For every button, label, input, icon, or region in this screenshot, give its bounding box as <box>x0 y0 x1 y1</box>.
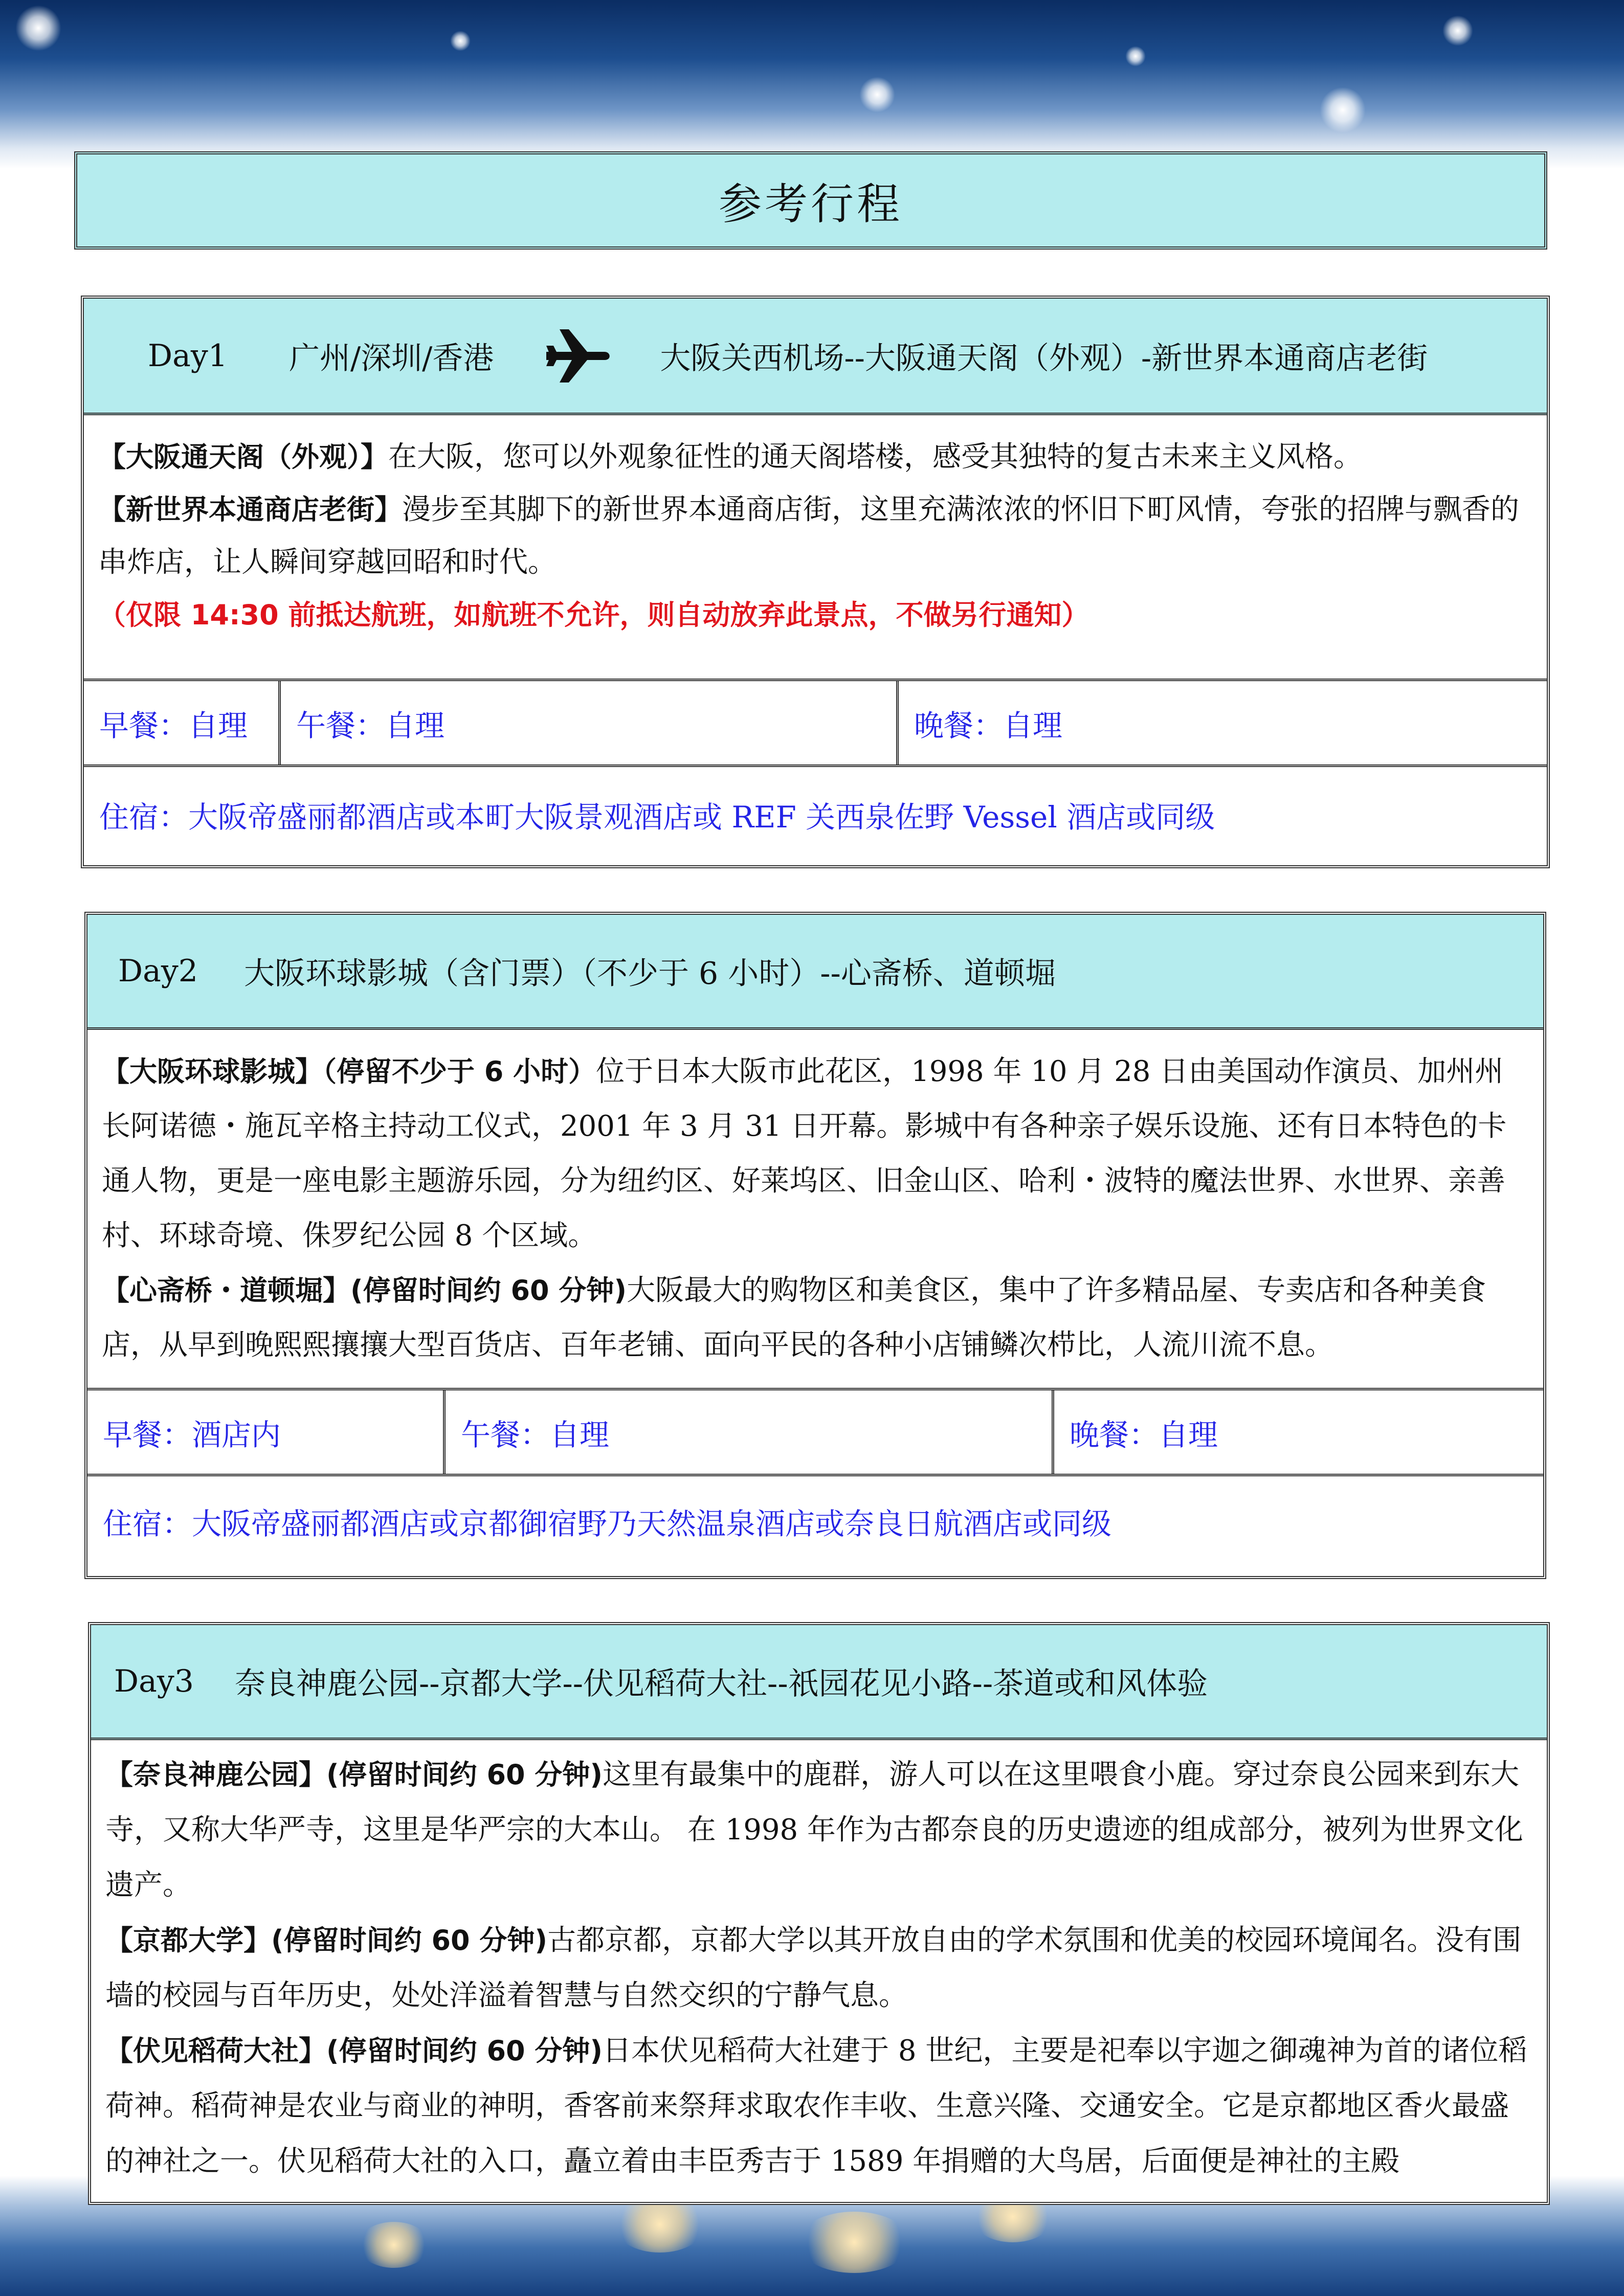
airplane-icon <box>542 325 614 387</box>
day-route: 奈良神鹿公园--京都大学--伏见稻荷大社--祇园花见小路--茶道或和风体验 <box>234 1666 1208 1702</box>
attraction-text: 漫步至其脚下的新世界本通商店街，这里充满浓浓的怀旧下町风情，夸张的招牌与飘香的串炸店，让人瞬间穿越回昭和时代。 <box>98 493 1519 579</box>
day-route: 大阪环球影城（含门票）（不少于 6 小时）--心斋桥、道顿堀 <box>243 956 1056 992</box>
day-1-description <box>84 415 1547 681</box>
attraction-paragraph <box>102 1044 1529 1263</box>
day-1-block <box>81 296 1550 868</box>
star-glow <box>15 5 61 51</box>
origin-cities: 广州/深圳/香港 <box>288 340 494 376</box>
star-glow <box>859 77 895 112</box>
attraction-paragraph <box>102 1263 1529 1372</box>
attraction-text: 古都京都，京都大学以其开放自由的学术氛围和优美的校园环境闻名。没有围墙的校园与百年历史，处处洋溢着智慧与自然交织的宁静气息。 <box>105 1924 1522 2012</box>
attraction-name: 【京都大学】(停留时间约 60 分钟) <box>105 1924 548 1956</box>
day-3-header <box>91 1625 1547 1740</box>
page-title: 参考行程 <box>74 151 1547 250</box>
meals-row <box>84 681 1547 767</box>
attraction-paragraph <box>105 2023 1532 2189</box>
day-route: 大阪关西机场--大阪通天阁（外观）-新世界本通商店老街 <box>660 340 1428 376</box>
attraction-text: 日本伏见稻荷大社建于 8 世纪，主要是祀奉以宇迦之御魂神为首的诸位稻荷神。稻荷神是农业与商业的神明，香客前来祭拜求取农作丰收、生意兴隆、交通安全。它是京都地区香火最盛的神社之一。伏见稻荷大社的入口，矗立着由丰臣秀吉于 1589 年捐赠的大鸟居，后面便是神社的主殿 <box>105 2034 1527 2178</box>
day-2-block <box>84 912 1546 1579</box>
breakfast-cell: 早餐：自理 <box>84 681 281 764</box>
attraction-name: 【伏见稻荷大社】(停留时间约 60 分钟) <box>105 2035 603 2067</box>
star-glow <box>1320 87 1366 133</box>
star-glow <box>450 31 471 51</box>
day-number: Day1 <box>148 337 228 374</box>
dinner-cell: 晚餐：自理 <box>1070 1417 1218 1452</box>
attraction-text: 在大阪，您可以外观象征性的通天阁塔楼，感受其独特的复古未来主义风格。 <box>388 440 1362 474</box>
lunch-cell: 午餐：自理 <box>446 1390 1054 1474</box>
attraction-paragraph <box>98 483 1532 589</box>
day-number: Day3 <box>114 1663 194 1699</box>
breakfast-cell: 早餐：酒店内 <box>87 1390 446 1474</box>
attraction-text: 位于日本大阪市此花区，1998 年 10 月 28 日由美国动作演员、加州州长阿诺德・施瓦辛格主持动工仪式，2001 年 3 月 31 日开幕。影城中有各种亲子娱乐设施、还有日本特色的卡通人物，更是一座电影主题游乐园，分为纽约区、好莱坞区、旧金山区、哈利・波特的魔法世界、水世界、亲善村、环球奇境、侏罗纪公园 8 个区域。 <box>102 1055 1507 1252</box>
day-1-header <box>84 299 1547 415</box>
city-light <box>358 2222 430 2268</box>
day-2-description <box>87 1030 1543 1390</box>
day-3-description <box>91 1740 1547 2204</box>
attraction-paragraph <box>105 1747 1532 1913</box>
day-number: Day2 <box>118 953 198 989</box>
night-sky-header-background <box>0 0 1624 169</box>
flight-notice: （仅限 14:30 前抵达航班，如航班不允许，则自动放弃此景点，不做另行通知） <box>98 599 1089 631</box>
city-light <box>798 2212 910 2273</box>
accommodation-row: 住宿：大阪帝盛丽都酒店或本町大阪景观酒店或 REF 关西泉佐野 Vessel 酒店或同级 <box>99 800 1215 835</box>
attraction-name: 【大阪环球影城】（停留不少于 6 小时） <box>102 1055 596 1088</box>
attraction-name: 【心斋桥・道顿堀】(停留时间约 60 分钟) <box>102 1274 627 1307</box>
attraction-text: 大阪最大的购物区和美食区，集中了许多精品屋、专卖店和各种美食店，从早到晚熙熙攘攘大型百货店、百年老铺、面向平民的各种小店铺鳞次栉比，人流川流不息。 <box>102 1274 1486 1362</box>
attraction-name: 【大阪通天阁（外观）】 <box>98 441 388 473</box>
attraction-name: 【新世界本通商店老街】 <box>98 493 402 526</box>
day-2-header <box>87 915 1543 1030</box>
attraction-paragraph <box>105 1913 1532 2023</box>
dinner-cell: 晚餐：自理 <box>914 708 1063 743</box>
lunch-cell: 午餐：自理 <box>281 681 899 764</box>
accommodation-row: 住宿：大阪帝盛丽都酒店或京都御宿野乃天然温泉酒店或奈良日航酒店或同级 <box>103 1506 1112 1541</box>
attraction-paragraph <box>98 431 1532 483</box>
attraction-text: 这里有最集中的鹿群，游人可以在这里喂食小鹿。穿过奈良公园来到东大寺，又称大华严寺，这里是华严宗的大本山。 在 1998 年作为古都奈良的历史遗迹的组成部分，被列为世界文化遗产。 <box>105 1758 1523 1902</box>
star-glow <box>1442 15 1473 46</box>
attraction-name: 【奈良神鹿公园】(停留时间约 60 分钟) <box>105 1759 603 1791</box>
meals-row <box>87 1390 1543 1476</box>
day-3-block <box>88 1622 1550 2205</box>
star-glow <box>1125 46 1146 66</box>
